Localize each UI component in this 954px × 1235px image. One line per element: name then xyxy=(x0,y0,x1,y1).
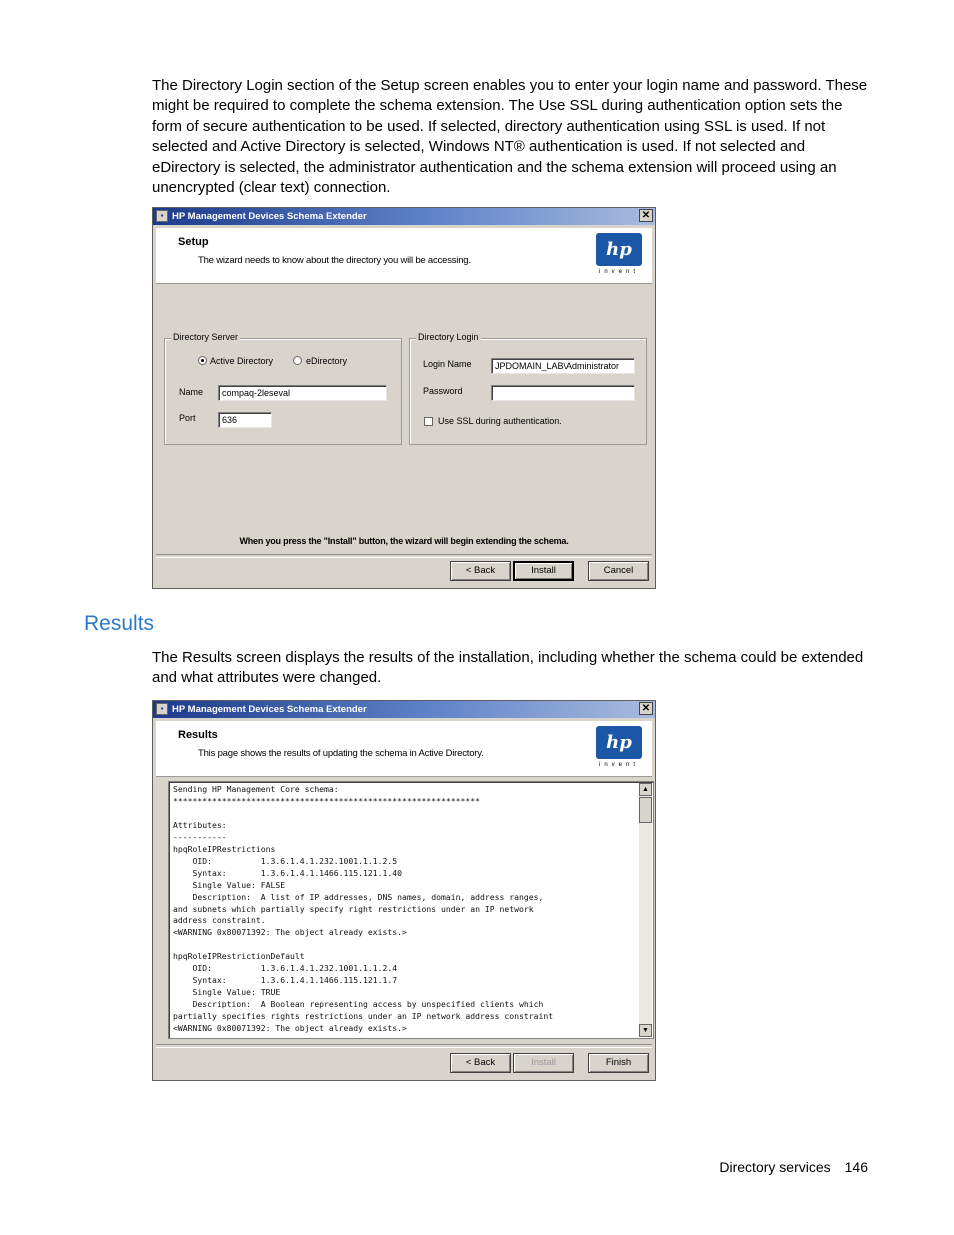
directory-server-group xyxy=(164,332,402,445)
install-button: Install xyxy=(513,1053,574,1073)
directory-login-group xyxy=(409,332,647,445)
app-icon: ▪ xyxy=(156,703,168,715)
button-separator xyxy=(156,1044,652,1048)
port-label: Port xyxy=(179,413,196,423)
scroll-thumb[interactable] xyxy=(639,797,652,823)
install-button[interactable]: Install xyxy=(513,561,574,581)
radio-edirectory[interactable] xyxy=(293,356,302,365)
close-icon[interactable]: ✕ xyxy=(639,702,653,715)
scroll-down-arrow-icon[interactable]: ▼ xyxy=(639,1024,652,1037)
title-bar xyxy=(153,208,655,225)
name-label: Name xyxy=(179,387,204,397)
back-button[interactable]: < Back xyxy=(450,561,511,581)
intro-paragraph: The Directory Login section of the Setup screen enables you to enter your login name and password. These might be required to complete the schema extension. The Use SSL during authentication option sets the form of secure authentication to be used. If selected, directory authentication using SSL is used. If not selected and Active Directory is selected, Windows NT® authentication is used. If not selected and eDirectory is selected, the administrator authentication and the schema extension will proceed using an unencrypted (clear text) connection. xyxy=(152,77,868,197)
radio-edirectory-label: eDirectory xyxy=(306,356,348,366)
close-icon[interactable]: ✕ xyxy=(639,209,653,222)
finish-button[interactable]: Finish xyxy=(588,1053,649,1073)
use-ssl-checkbox[interactable] xyxy=(424,417,433,426)
login-name-label: Login Name xyxy=(423,359,472,369)
header-subtitle: The wizard needs to know about the directory you will be accessing. xyxy=(198,255,471,266)
page-number: 146 xyxy=(844,1159,868,1175)
page-footer xyxy=(719,1159,868,1175)
group-legend: Directory Server xyxy=(173,332,239,342)
wizard-header xyxy=(156,228,652,284)
title-bar xyxy=(153,701,655,718)
hp-logo-badge: hp xyxy=(596,726,642,759)
results-text-area[interactable] xyxy=(168,781,654,1039)
install-note: When you press the "Install" button, the wizard will begin extending the schema. xyxy=(239,536,569,546)
login-name-field[interactable]: JPDOMAIN_LAB\Administrator xyxy=(491,358,635,374)
setup-dialog-screenshot xyxy=(152,207,656,589)
scroll-up-arrow-icon[interactable]: ▲ xyxy=(639,783,652,796)
header-subtitle: This page shows the results of updating the schema in Active Directory. xyxy=(198,748,484,759)
results-heading: Results xyxy=(84,612,155,635)
button-separator xyxy=(156,554,652,558)
use-ssl-label: Use SSL during authentication. xyxy=(438,416,562,426)
cancel-button[interactable]: Cancel xyxy=(588,561,649,581)
wizard-header xyxy=(156,721,652,777)
group-legend: Directory Login xyxy=(418,332,479,342)
window-title: HP Management Devices Schema Extender xyxy=(172,704,367,715)
footer-section-name: Directory services xyxy=(719,1159,831,1175)
results-paragraph: The Results screen displays the results of the installation, including whether the schema could be extended and what attributes were changed. xyxy=(152,649,864,687)
radio-active-directory-label: Active Directory xyxy=(210,356,274,366)
header-title: Setup xyxy=(178,236,209,248)
port-field[interactable]: 636 xyxy=(218,412,272,428)
vertical-scrollbar[interactable] xyxy=(639,783,652,1037)
results-log: Sending HP Management Core schema: *************************************************************** Attributes: ----------- hpqRoleIPRestrictions OID: 1.3.6.1.4.1.232.1001.1.1.2.5 Syntax: 1.3.6.1.4.1.1466.115.121.1.40 Single Value: FALSE Description: A list of IP addresses, DNS names, domain, address ranges, and subnets which partially specify right restrictions under an IP network address constraint. <WARNING 0x80071392: The object already exists.> hpqRoleIPRestrictionDefault OID: 1.3.6.1.4.1.232.1001.1.1.2.4 Syntax: 1.3.6.1.4.1.1466.115.121.1.7 Single Value: TRUE Description: A Boolean representing access by unspecified clients which partially specifies rights restrictions under an IP network address constraint <WARNING 0x80071392: The object already exists.> xyxy=(173,784,554,1034)
hp-logo-tagline: invent xyxy=(598,762,639,768)
back-button[interactable]: < Back xyxy=(450,1053,511,1073)
hp-logo xyxy=(596,233,642,281)
radio-active-directory[interactable] xyxy=(198,356,207,365)
hp-logo-badge: hp xyxy=(596,233,642,266)
results-dialog-screenshot xyxy=(152,700,656,1081)
password-field[interactable] xyxy=(491,385,635,401)
hp-logo xyxy=(596,726,642,774)
name-field[interactable]: compaq-2leseval xyxy=(218,385,387,401)
window-title: HP Management Devices Schema Extender xyxy=(172,211,367,222)
hp-logo-tagline: invent xyxy=(598,269,639,275)
header-title: Results xyxy=(178,729,218,741)
password-label: Password xyxy=(423,386,463,396)
app-icon: ▪ xyxy=(156,210,168,222)
